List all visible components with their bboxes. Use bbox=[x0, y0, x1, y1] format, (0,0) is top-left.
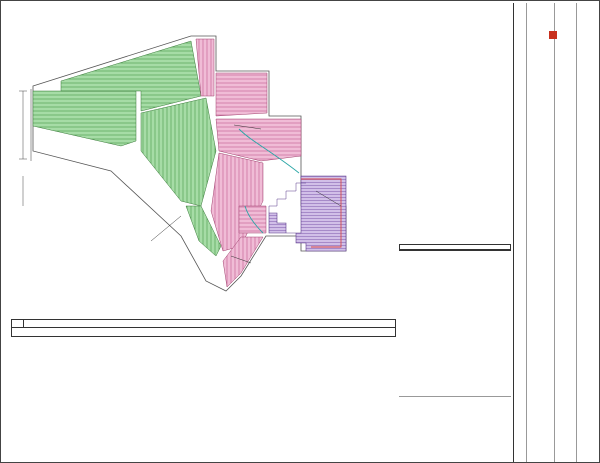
title-block bbox=[513, 3, 599, 462]
mat-table-footer bbox=[12, 328, 395, 336]
mat-region-pink-5 bbox=[239, 206, 266, 233]
stair-steps bbox=[269, 183, 306, 213]
mat-region-pink-2 bbox=[216, 73, 267, 116]
legend-meta bbox=[399, 395, 511, 399]
driveway-plan-drawing bbox=[1, 1, 600, 463]
header-num bbox=[12, 320, 24, 327]
mat-table-header bbox=[12, 320, 395, 328]
mat-region-pink-3 bbox=[216, 119, 301, 161]
mat-lengths-table bbox=[11, 319, 396, 337]
stair-region bbox=[269, 176, 346, 251]
mat-region-pink-4 bbox=[211, 153, 263, 251]
legend-title bbox=[400, 245, 510, 250]
dimension-lines bbox=[19, 91, 27, 206]
mat-region-green-1 bbox=[33, 91, 136, 146]
mat-region-green-3 bbox=[141, 98, 216, 206]
brand-logo bbox=[549, 31, 557, 39]
legend-box bbox=[399, 244, 511, 251]
